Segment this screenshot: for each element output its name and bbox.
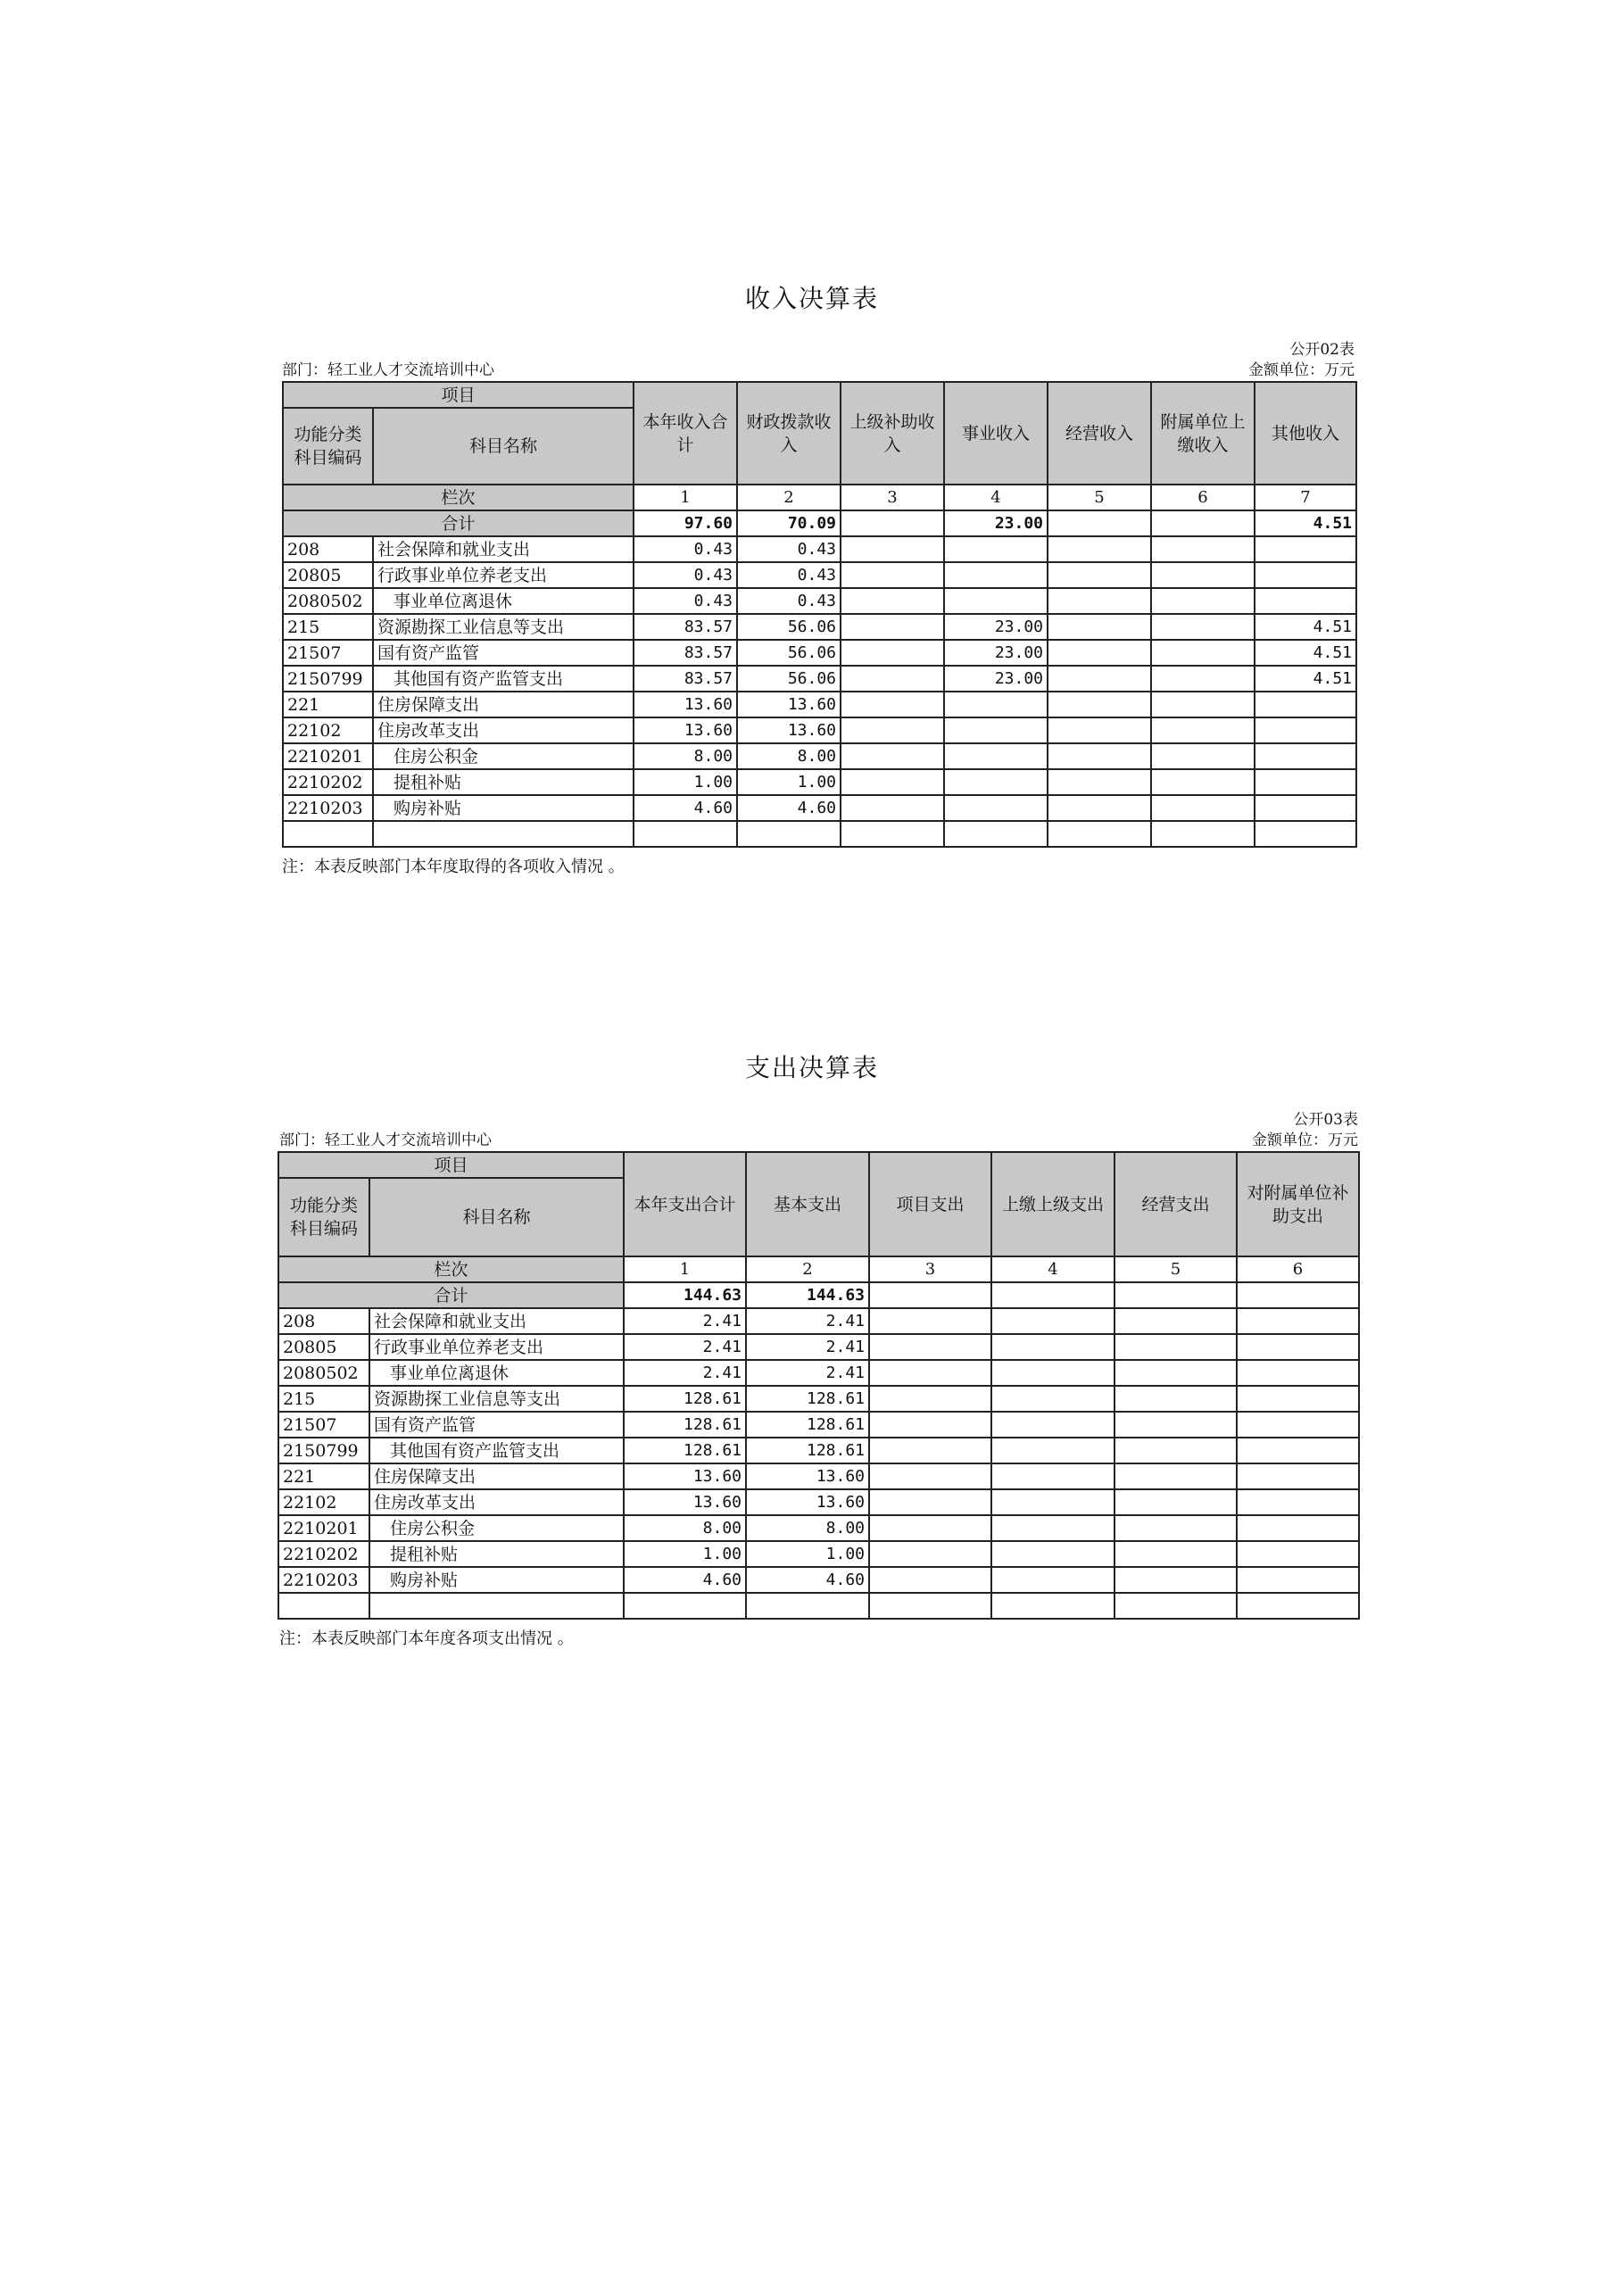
empty-cell [278,1593,369,1619]
subject-name: 住房改革支出 [373,717,634,743]
empty-cell [991,1593,1114,1619]
amount-cell [991,1360,1114,1386]
amount-cell [1237,1360,1359,1386]
amount-cell [991,1541,1114,1567]
subject-name: 住房公积金 [373,743,634,769]
expense-lanci-label: 栏次 [278,1256,624,1282]
income-total-label: 合计 [283,510,634,536]
amount-cell [841,769,944,795]
amount-cell [1237,1515,1359,1541]
expense-total-cell: 144.63 [746,1282,869,1308]
subject-name: 社会保障和就业支出 [369,1308,624,1334]
empty-cell [634,821,737,847]
income-col-header: 事业收入 [944,382,1048,485]
subject-code: 20805 [278,1334,369,1360]
amount-cell: 23.00 [944,640,1048,666]
subject-name: 住房保障支出 [369,1463,624,1489]
amount-cell [1048,666,1151,692]
table-row [278,1386,1359,1412]
amount-cell [1048,769,1151,795]
income-col-number: 5 [1048,485,1151,510]
subject-name: 国有资产监管 [373,640,634,666]
amount-cell: 4.60 [634,795,737,821]
empty-cell [624,1593,746,1619]
subject-code: 20805 [283,562,373,588]
subject-code: 2150799 [283,666,373,692]
expense-header [278,1152,1359,1308]
subject-code: 2150799 [278,1438,369,1463]
amount-cell [1237,1463,1359,1489]
subject-name: 国有资产监管 [369,1412,624,1438]
amount-cell [841,640,944,666]
income-total-cell [841,510,944,536]
subject-code: 208 [278,1308,369,1334]
amount-cell: 1.00 [737,769,841,795]
amount-cell [991,1438,1114,1463]
amount-cell [1114,1308,1237,1334]
amount-cell [841,536,944,562]
subject-name: 提租补贴 [369,1541,624,1567]
subject-code: 22102 [283,717,373,743]
amount-cell [1048,640,1151,666]
income-col-number: 4 [944,485,1048,510]
amount-cell: 0.43 [634,562,737,588]
expense-header-code: 功能分类科目编码 [278,1178,369,1256]
amount-cell: 23.00 [944,666,1048,692]
amount-cell [1237,1386,1359,1412]
amount-cell: 56.06 [737,614,841,640]
amount-cell: 4.51 [1255,666,1356,692]
income-total-cell: 70.09 [737,510,841,536]
table-row [283,717,1356,743]
expense-col-header: 本年支出合计 [624,1152,746,1256]
amount-cell [841,795,944,821]
amount-cell [1114,1463,1237,1489]
amount-cell: 2.41 [624,1360,746,1386]
amount-cell [869,1412,991,1438]
amount-cell [1151,717,1255,743]
table-row [283,795,1356,821]
empty-cell [373,821,634,847]
table-row [278,1489,1359,1515]
subject-name: 其他国有资产监管支出 [369,1438,624,1463]
income-col-number: 3 [841,485,944,510]
expense-form-no: 公开03表 [1293,1111,1358,1129]
amount-cell [1114,1489,1237,1515]
income-form-no: 公开02表 [1289,341,1355,359]
expense-total-cell [1114,1282,1237,1308]
table-row [283,614,1356,640]
subject-code: 215 [283,614,373,640]
empty-cell [1114,1593,1237,1619]
amount-cell [944,769,1048,795]
amount-cell [841,743,944,769]
amount-cell [1151,588,1255,614]
amount-cell [991,1412,1114,1438]
expense-col-header: 上缴上级支出 [991,1152,1114,1256]
amount-cell: 83.57 [634,666,737,692]
amount-cell [869,1308,991,1334]
subject-name: 事业单位离退休 [369,1360,624,1386]
table-row [278,1515,1359,1541]
amount-cell: 2.41 [746,1308,869,1334]
amount-cell [1048,536,1151,562]
empty-cell [869,1593,991,1619]
expense-col-header: 对附属单位补助支出 [1237,1152,1359,1256]
amount-cell [1048,614,1151,640]
income-dept: 部门：轻工业人才交流培训中心 [282,361,494,379]
expense-col-number: 3 [869,1256,991,1282]
amount-cell [1237,1541,1359,1567]
income-header-code: 功能分类科目编码 [283,408,373,485]
amount-cell: 128.61 [624,1412,746,1438]
empty-cell [746,1593,869,1619]
expense-body [278,1308,1359,1619]
table-row [283,743,1356,769]
income-total-cell: 97.60 [634,510,737,536]
subject-code: 2080502 [283,588,373,614]
amount-cell: 56.06 [737,640,841,666]
subject-code: 2210203 [278,1567,369,1593]
amount-cell [1237,1334,1359,1360]
table-row [283,692,1356,717]
amount-cell [1048,692,1151,717]
amount-cell [869,1515,991,1541]
amount-cell: 4.60 [746,1567,869,1593]
amount-cell [991,1334,1114,1360]
amount-cell [1237,1567,1359,1593]
amount-cell [991,1463,1114,1489]
amount-cell [1114,1515,1237,1541]
amount-cell [841,614,944,640]
expense-total-cell [869,1282,991,1308]
amount-cell: 128.61 [746,1386,869,1412]
empty-cell [944,821,1048,847]
amount-cell [991,1515,1114,1541]
amount-cell: 23.00 [944,614,1048,640]
income-col-header: 经营收入 [1048,382,1151,485]
amount-cell: 0.43 [634,588,737,614]
amount-cell [944,795,1048,821]
amount-cell [869,1334,991,1360]
amount-cell [991,1489,1114,1515]
subject-name: 事业单位离退休 [373,588,634,614]
amount-cell [1255,692,1356,717]
income-total-cell [1048,510,1151,536]
amount-cell [1237,1308,1359,1334]
amount-cell [1237,1438,1359,1463]
table-row [283,769,1356,795]
subject-name: 行政事业单位养老支出 [369,1334,624,1360]
expense-total-cell [991,1282,1114,1308]
expense-total-cell [1237,1282,1359,1308]
amount-cell: 1.00 [624,1541,746,1567]
amount-cell: 83.57 [634,614,737,640]
amount-cell [1114,1541,1237,1567]
subject-name: 住房保障支出 [373,692,634,717]
expense-col-number: 6 [1237,1256,1359,1282]
income-header [283,382,1356,536]
amount-cell [841,588,944,614]
amount-cell [944,692,1048,717]
amount-cell [869,1360,991,1386]
subject-name: 社会保障和就业支出 [373,536,634,562]
amount-cell: 128.61 [746,1438,869,1463]
amount-cell: 128.61 [624,1386,746,1412]
empty-cell [369,1593,624,1619]
income-col-header: 财政拨款收入 [737,382,841,485]
amount-cell: 0.43 [737,588,841,614]
amount-cell [1255,588,1356,614]
empty-cell [737,821,841,847]
subject-name: 提租补贴 [373,769,634,795]
amount-cell: 56.06 [737,666,841,692]
empty-cell [1255,821,1356,847]
amount-cell [1114,1360,1237,1386]
amount-cell: 128.61 [746,1412,869,1438]
amount-cell [841,692,944,717]
expense-col-number: 4 [991,1256,1114,1282]
amount-cell: 2.41 [624,1308,746,1334]
expense-unit: 金额单位：万元 [1252,1131,1358,1149]
subject-code: 2210202 [278,1541,369,1567]
amount-cell [1151,666,1255,692]
empty-cell [1048,821,1151,847]
income-col-number: 2 [737,485,841,510]
amount-cell [1151,640,1255,666]
expense-dept: 部门：轻工业人才交流培训中心 [279,1131,492,1149]
table-row [278,1360,1359,1386]
subject-name: 住房改革支出 [369,1489,624,1515]
amount-cell [1151,562,1255,588]
amount-cell [1255,795,1356,821]
expense-total-row [278,1282,1359,1308]
amount-cell [1114,1567,1237,1593]
amount-cell [1151,692,1255,717]
expense-col-header: 项目支出 [869,1152,991,1256]
amount-cell: 13.60 [634,692,737,717]
income-title: 收入决算表 [744,284,879,313]
income-header-project: 项目 [283,382,634,408]
table-row [278,1463,1359,1489]
amount-cell: 13.60 [634,717,737,743]
income-unit: 金额单位：万元 [1248,361,1355,379]
amount-cell: 8.00 [746,1515,869,1541]
amount-cell: 13.60 [746,1463,869,1489]
subject-name: 购房补贴 [373,795,634,821]
amount-cell: 13.60 [624,1463,746,1489]
amount-cell: 8.00 [624,1515,746,1541]
expense-col-header: 基本支出 [746,1152,869,1256]
subject-code: 2210203 [283,795,373,821]
subject-code: 22102 [278,1489,369,1515]
table-row [278,1438,1359,1463]
amount-cell [991,1308,1114,1334]
amount-cell [1255,562,1356,588]
amount-cell [1151,536,1255,562]
amount-cell [869,1541,991,1567]
amount-cell: 0.43 [737,562,841,588]
amount-cell [944,562,1048,588]
amount-cell: 0.43 [634,536,737,562]
subject-name: 资源勘探工业信息等支出 [373,614,634,640]
empty-cell [1237,1593,1359,1619]
amount-cell [1048,743,1151,769]
amount-cell [1255,769,1356,795]
amount-cell [841,717,944,743]
income-table [282,381,1357,848]
amount-cell [841,666,944,692]
amount-cell [1114,1438,1237,1463]
subject-code: 2210201 [283,743,373,769]
income-total-cell: 4.51 [1255,510,1356,536]
expense-title: 支出决算表 [744,1053,879,1082]
amount-cell: 4.51 [1255,614,1356,640]
income-col-number: 6 [1151,485,1255,510]
expense-table [278,1151,1360,1620]
table-row [283,666,1356,692]
income-col-number: 7 [1255,485,1356,510]
table-row [283,588,1356,614]
subject-name: 住房公积金 [369,1515,624,1541]
amount-cell [1048,717,1151,743]
amount-cell [869,1386,991,1412]
amount-cell: 8.00 [634,743,737,769]
amount-cell [1048,562,1151,588]
amount-cell [1255,743,1356,769]
amount-cell: 1.00 [634,769,737,795]
subject-code: 2210202 [283,769,373,795]
expense-header-project: 项目 [278,1152,624,1178]
empty-row [283,821,1356,847]
amount-cell [1151,795,1255,821]
amount-cell [1255,536,1356,562]
amount-cell: 4.51 [1255,640,1356,666]
amount-cell [869,1463,991,1489]
amount-cell [944,588,1048,614]
amount-cell [944,743,1048,769]
table-row [278,1567,1359,1593]
amount-cell [1151,743,1255,769]
amount-cell: 2.41 [746,1334,869,1360]
amount-cell: 4.60 [737,795,841,821]
amount-cell: 1.00 [746,1541,869,1567]
expense-total-label: 合计 [278,1282,624,1308]
table-row [283,562,1356,588]
table-row [278,1541,1359,1567]
amount-cell [1151,769,1255,795]
expense-col-number: 2 [746,1256,869,1282]
empty-cell [841,821,944,847]
income-note: 注：本表反映部门本年度取得的各项收入情况 。 [282,858,625,876]
subject-code: 21507 [278,1412,369,1438]
amount-cell [869,1489,991,1515]
amount-cell [1114,1386,1237,1412]
expense-header-name: 科目名称 [369,1178,624,1256]
income-col-header: 上级补助收入 [841,382,944,485]
income-total-row [283,510,1356,536]
income-body [283,536,1356,847]
subject-name: 购房补贴 [369,1567,624,1593]
income-lanci-label: 栏次 [283,485,634,510]
expense-col-header: 经营支出 [1114,1152,1237,1256]
subject-code: 2080502 [278,1360,369,1386]
amount-cell: 2.41 [746,1360,869,1386]
amount-cell [1048,588,1151,614]
amount-cell: 8.00 [737,743,841,769]
income-col-header: 附属单位上缴收入 [1151,382,1255,485]
income-col-header: 本年收入合计 [634,382,737,485]
empty-row [278,1593,1359,1619]
subject-code: 21507 [283,640,373,666]
expense-col-number: 1 [624,1256,746,1282]
income-col-number: 1 [634,485,737,510]
amount-cell [1114,1412,1237,1438]
amount-cell [991,1386,1114,1412]
amount-cell: 2.41 [624,1334,746,1360]
amount-cell [1114,1334,1237,1360]
amount-cell [1151,614,1255,640]
amount-cell: 13.60 [746,1489,869,1515]
subject-code: 2210201 [278,1515,369,1541]
amount-cell: 13.60 [624,1489,746,1515]
table-row [278,1412,1359,1438]
amount-cell [1255,717,1356,743]
expense-col-number: 5 [1114,1256,1237,1282]
subject-name: 资源勘探工业信息等支出 [369,1386,624,1412]
empty-cell [283,821,373,847]
subject-name: 行政事业单位养老支出 [373,562,634,588]
income-total-cell [1151,510,1255,536]
empty-cell [1151,821,1255,847]
amount-cell: 128.61 [624,1438,746,1463]
amount-cell [944,536,1048,562]
amount-cell [1237,1489,1359,1515]
amount-cell [1237,1412,1359,1438]
amount-cell [841,562,944,588]
amount-cell: 0.43 [737,536,841,562]
subject-code: 208 [283,536,373,562]
amount-cell: 83.57 [634,640,737,666]
amount-cell [991,1567,1114,1593]
expense-total-cell: 144.63 [624,1282,746,1308]
amount-cell [869,1567,991,1593]
table-row [283,536,1356,562]
subject-name: 其他国有资产监管支出 [373,666,634,692]
subject-code: 215 [278,1386,369,1412]
amount-cell [944,717,1048,743]
subject-code: 221 [283,692,373,717]
income-col-header: 其他收入 [1255,382,1356,485]
table-row [278,1334,1359,1360]
expense-note: 注：本表反映部门本年度各项支出情况 。 [279,1629,574,1648]
income-header-name: 科目名称 [373,408,634,485]
amount-cell: 4.60 [624,1567,746,1593]
amount-cell: 13.60 [737,717,841,743]
amount-cell [1048,795,1151,821]
income-total-cell: 23.00 [944,510,1048,536]
table-row [278,1308,1359,1334]
table-row [283,640,1356,666]
subject-code: 221 [278,1463,369,1489]
amount-cell: 13.60 [737,692,841,717]
amount-cell [869,1438,991,1463]
